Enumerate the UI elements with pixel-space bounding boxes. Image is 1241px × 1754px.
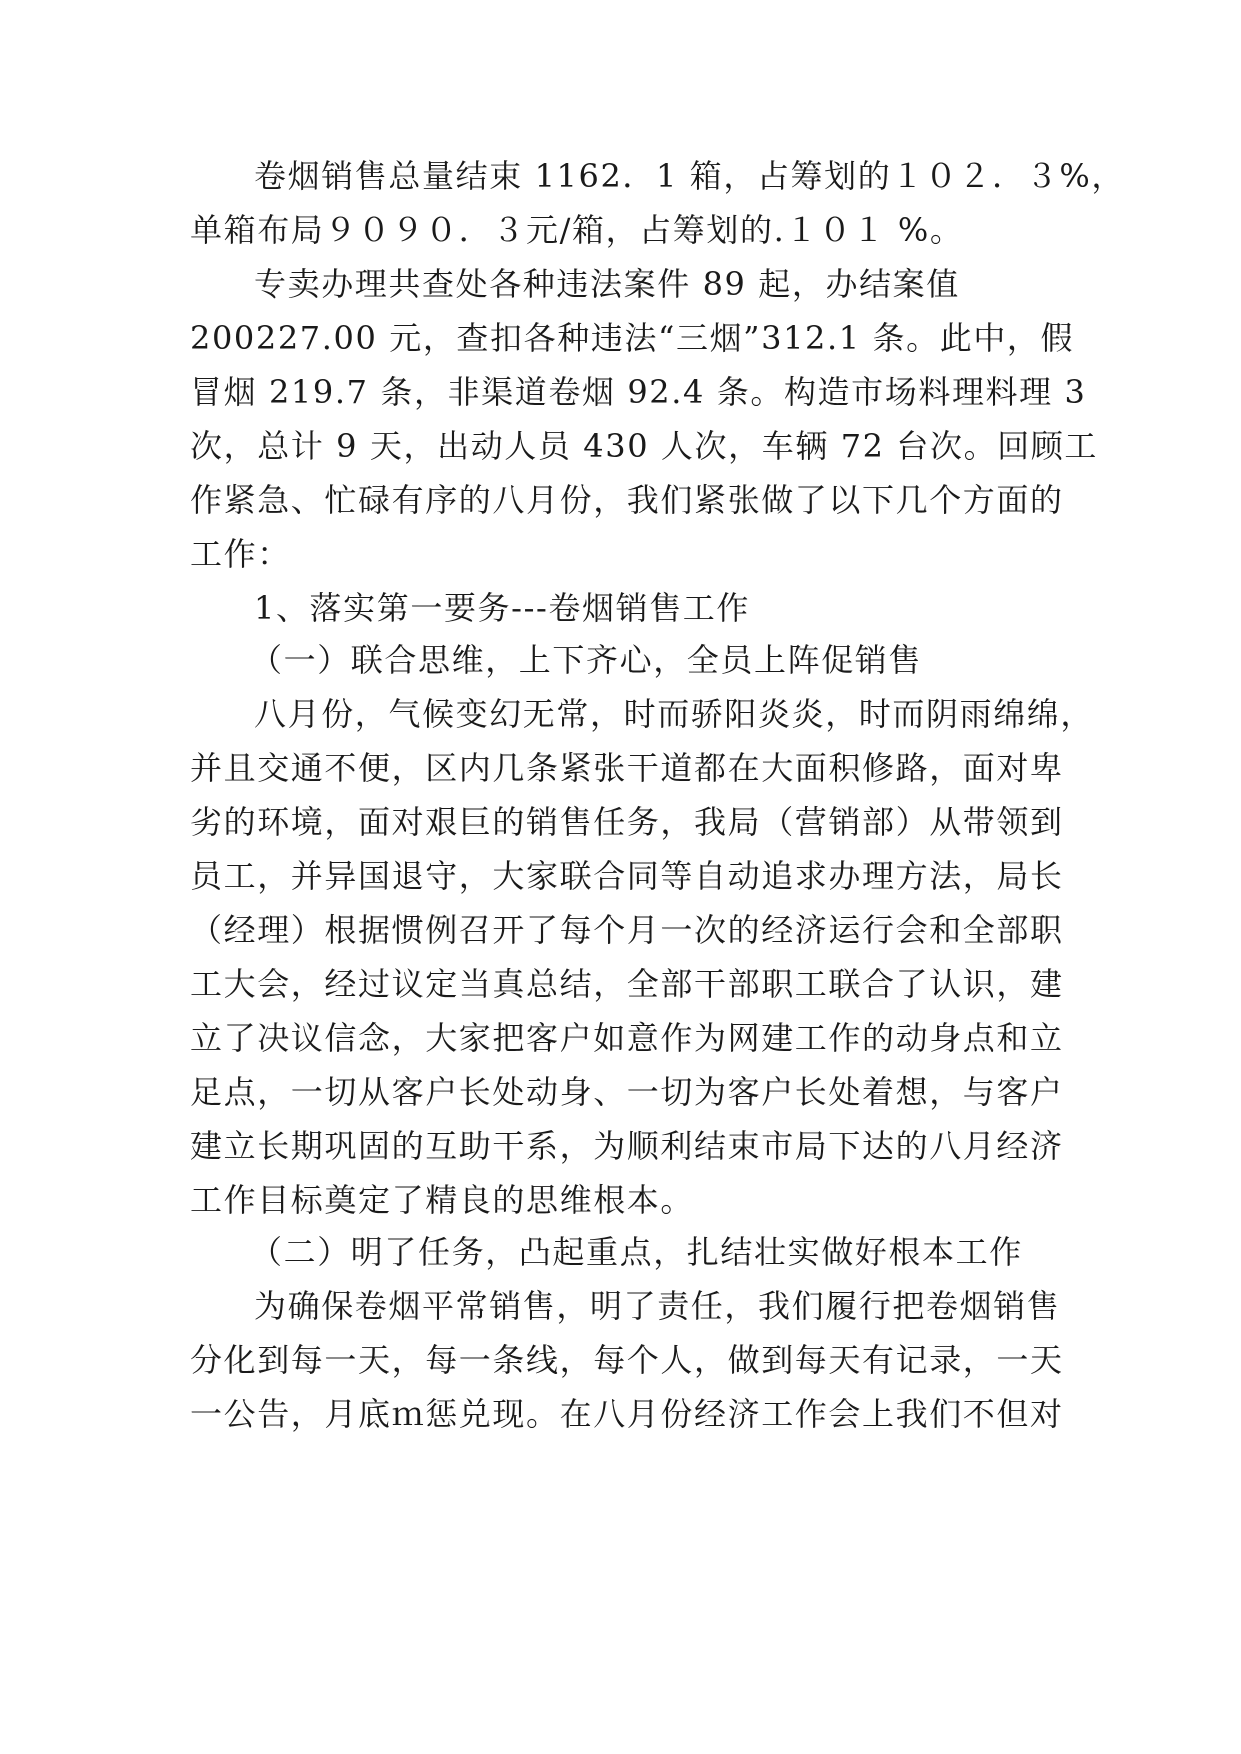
text-line: 建立长期巩固的互助干系，为顺利结束市局下达的八月经济 — [190, 1127, 1064, 1165]
text-line: 足点，一切从客户长处动身、一切为客户长处着想，与客户 — [190, 1073, 1064, 1111]
subsection-heading: （二）明了任务，凸起重点，扎结壮实做好根本工作 — [250, 1233, 1023, 1271]
text-line: 200227.00 元，查扣各种违法“三烟”312.1 条。此中，假 — [190, 319, 1075, 357]
text-line: 工作： — [190, 535, 291, 573]
subsection-heading: （一）联合思维，上下齐心，全员上阵促销售 — [250, 641, 923, 679]
text-line: 作紧急、忙碌有序的八月份，我们紧张做了以下几个方面的 — [190, 481, 1064, 519]
text-line: 员工，并异国退守，大家联合同等自动追求办理方法，局长 — [190, 857, 1064, 895]
text-line: 并且交通不便，区内几条紧张干道都在大面积修路，面对卑 — [190, 749, 1064, 787]
text-line: 立了决议信念，大家把客户如意作为网建工作的动身点和立 — [190, 1019, 1064, 1057]
text-line: 为确保卷烟平常销售，明了责任，我们履行把卷烟销售 — [254, 1287, 1061, 1325]
section-heading: 1、落实第一要务---卷烟销售工作 — [254, 589, 750, 627]
text-line: （经理）根据惯例召开了每个月一次的经济运行会和全部职 — [190, 911, 1064, 949]
text-line: 劣的环境，面对艰巨的销售任务，我局（营销部）从带领到 — [190, 803, 1064, 841]
text-line: 八月份，气候变幻无常，时而骄阳炎炎，时而阴雨绵绵， — [254, 695, 1095, 733]
text-line: 次，总计 9 天，出动人员 430 人次，车辆 72 台次。回顾工 — [190, 427, 1098, 465]
text-line: 卷烟销售总量结束 1162．1 箱，占筹划的１０２．３%， — [254, 157, 1125, 195]
text-line: 冒烟 219.7 条，非渠道卷烟 92.4 条。构造市场料理料理 3 — [190, 373, 1087, 411]
text-line: 工作目标奠定了精良的思维根本。 — [190, 1181, 695, 1219]
text-line: 分化到每一天，每一条线，每个人，做到每天有记录，一天 — [190, 1341, 1064, 1379]
text-line: 一公告，月底ｍ惩兑现。在八月份经济工作会上我们不但对 — [190, 1395, 1064, 1433]
text-line: 单箱布局９０９０．３元/箱，占筹划的.１０１ %。 — [190, 211, 964, 249]
text-line: 专卖办理共查处各种违法案件 89 起，办结案值 — [254, 265, 960, 303]
text-line: 工大会，经过议定当真总结，全部干部职工联合了认识，建 — [190, 965, 1064, 1003]
